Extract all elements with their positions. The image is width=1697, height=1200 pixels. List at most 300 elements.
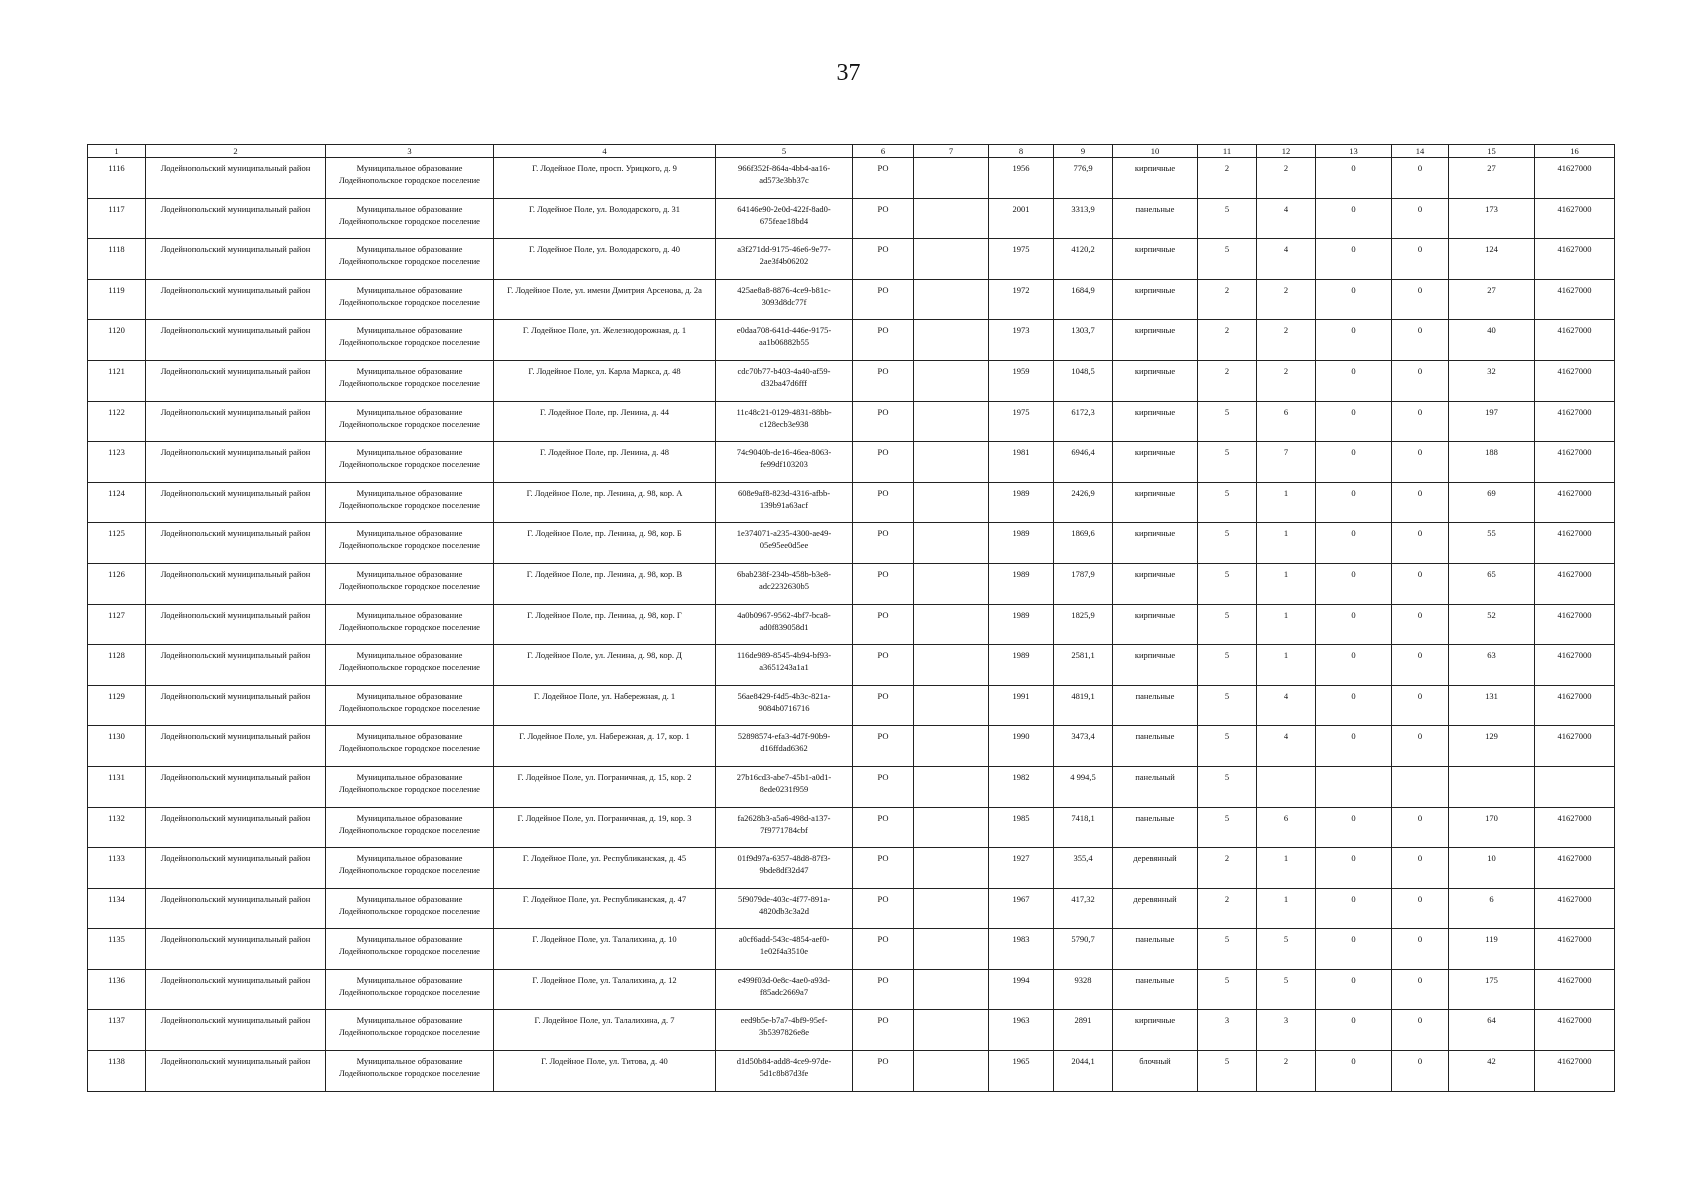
address-cell: Г. Лодейное Поле, ул. Набережная, д. 17, кор. 1 (494, 726, 716, 767)
floors-cell: 2 (1198, 888, 1257, 929)
entrances-cell: 2 (1257, 360, 1316, 401)
entrances-cell: 4 (1257, 198, 1316, 239)
total-area-cell: 2891 (1054, 1010, 1113, 1051)
total-area-cell: 9328 (1054, 969, 1113, 1010)
ro-flag-cell: РО (853, 360, 914, 401)
table-row (88, 1051, 1615, 1092)
year-built-cell: 1927 (989, 848, 1054, 889)
table-row (88, 401, 1615, 442)
row-number-cell: 1124 (88, 482, 146, 523)
row-number-cell: 1138 (88, 1051, 146, 1092)
oktmo-code-cell: 41627000 (1535, 198, 1615, 239)
floors-cell: 2 (1198, 158, 1257, 199)
floors-cell: 2 (1198, 320, 1257, 361)
municipality-cell: Муниципальное образование Лодейнопольское городское поселение (326, 360, 494, 401)
district-cell: Лодейнопольский муниципальный район (146, 1051, 326, 1092)
ro-flag-cell: РО (853, 482, 914, 523)
entrances-cell: 2 (1257, 279, 1316, 320)
wall-material-cell: панельные (1113, 929, 1198, 970)
ro-flag-cell: РО (853, 442, 914, 483)
table-row (88, 320, 1615, 361)
house-guid-cell: 425ae8a8-8876-4ce9-b81c-3093d8dc77f (716, 279, 853, 320)
column-13-cell (1316, 766, 1392, 807)
column-14-cell: 0 (1392, 523, 1449, 564)
oktmo-code-cell: 41627000 (1535, 320, 1615, 361)
column-13-cell: 0 (1316, 360, 1392, 401)
municipality-cell: Муниципальное образование Лодейнопольское городское поселение (326, 239, 494, 280)
row-number-cell: 1134 (88, 888, 146, 929)
address-cell: Г. Лодейное Поле, ул. Талалихина, д. 10 (494, 929, 716, 970)
municipality-cell: Муниципальное образование Лодейнопольское городское поселение (326, 442, 494, 483)
row-number-cell: 1137 (88, 1010, 146, 1051)
entrances-cell: 1 (1257, 848, 1316, 889)
year-built-cell: 1963 (989, 1010, 1054, 1051)
address-cell: Г. Лодейное Поле, пр. Ленина, д. 44 (494, 401, 716, 442)
apartments-cell: 65 (1449, 563, 1535, 604)
column-13-cell: 0 (1316, 401, 1392, 442)
oktmo-code-cell: 41627000 (1535, 482, 1615, 523)
table-row (88, 645, 1615, 686)
floors-cell: 5 (1198, 807, 1257, 848)
oktmo-code-cell: 41627000 (1535, 279, 1615, 320)
year-built-cell: 1989 (989, 604, 1054, 645)
entrances-cell: 5 (1257, 969, 1316, 1010)
wall-material-cell: панельные (1113, 969, 1198, 1010)
column-header-3: 3 (326, 145, 494, 158)
municipality-cell: Муниципальное образование Лодейнопольское городское поселение (326, 279, 494, 320)
apartments-cell (1449, 766, 1535, 807)
column-7-cell (914, 645, 989, 686)
apartments-cell: 52 (1449, 604, 1535, 645)
column-7-cell (914, 442, 989, 483)
municipality-cell: Муниципальное образование Лодейнопольское городское поселение (326, 1051, 494, 1092)
entrances-cell: 6 (1257, 807, 1316, 848)
column-7-cell (914, 482, 989, 523)
address-cell: Г. Лодейное Поле, ул. Володарского, д. 31 (494, 198, 716, 239)
oktmo-code-cell: 41627000 (1535, 807, 1615, 848)
column-14-cell: 0 (1392, 645, 1449, 686)
column-7-cell (914, 360, 989, 401)
floors-cell: 5 (1198, 1051, 1257, 1092)
address-cell: Г. Лодейное Поле, пр. Ленина, д. 98, кор. Б (494, 523, 716, 564)
column-7-cell (914, 1051, 989, 1092)
row-number-cell: 1132 (88, 807, 146, 848)
entrances-cell: 2 (1257, 158, 1316, 199)
house-guid-cell: fa2628b3-a5a6-498d-a137-7f9771784cbf (716, 807, 853, 848)
district-cell: Лодейнопольский муниципальный район (146, 158, 326, 199)
column-13-cell: 0 (1316, 685, 1392, 726)
row-number-cell: 1135 (88, 929, 146, 970)
oktmo-code-cell: 41627000 (1535, 1051, 1615, 1092)
column-header-9: 9 (1054, 145, 1113, 158)
entrances-cell: 1 (1257, 888, 1316, 929)
total-area-cell: 1825,9 (1054, 604, 1113, 645)
column-14-cell: 0 (1392, 442, 1449, 483)
table-row (88, 726, 1615, 767)
municipality-cell: Муниципальное образование Лодейнопольское городское поселение (326, 198, 494, 239)
year-built-cell: 2001 (989, 198, 1054, 239)
address-cell: Г. Лодейное Поле, ул. Железнодорожная, д. 1 (494, 320, 716, 361)
column-13-cell: 0 (1316, 482, 1392, 523)
column-7-cell (914, 888, 989, 929)
column-7-cell (914, 685, 989, 726)
district-cell: Лодейнопольский муниципальный район (146, 523, 326, 564)
table-row (88, 198, 1615, 239)
oktmo-code-cell: 41627000 (1535, 360, 1615, 401)
column-14-cell: 0 (1392, 726, 1449, 767)
address-cell: Г. Лодейное Поле, ул. Володарского, д. 40 (494, 239, 716, 280)
total-area-cell: 355,4 (1054, 848, 1113, 889)
total-area-cell: 1303,7 (1054, 320, 1113, 361)
municipality-cell: Муниципальное образование Лодейнопольское городское поселение (326, 523, 494, 564)
wall-material-cell: панельные (1113, 807, 1198, 848)
floors-cell: 5 (1198, 766, 1257, 807)
column-header-13: 13 (1316, 145, 1392, 158)
floors-cell: 5 (1198, 563, 1257, 604)
wall-material-cell: панельный (1113, 766, 1198, 807)
district-cell: Лодейнопольский муниципальный район (146, 685, 326, 726)
year-built-cell: 1985 (989, 807, 1054, 848)
oktmo-code-cell (1535, 766, 1615, 807)
municipality-cell: Муниципальное образование Лодейнопольское городское поселение (326, 929, 494, 970)
year-built-cell: 1967 (989, 888, 1054, 929)
floors-cell: 5 (1198, 401, 1257, 442)
entrances-cell: 2 (1257, 1051, 1316, 1092)
ro-flag-cell: РО (853, 1051, 914, 1092)
house-guid-cell: 01f9d97a-6357-48d8-87f3-9bde8df32d47 (716, 848, 853, 889)
total-area-cell: 1684,9 (1054, 279, 1113, 320)
total-area-cell: 3473,4 (1054, 726, 1113, 767)
column-7-cell (914, 807, 989, 848)
table-row (88, 360, 1615, 401)
year-built-cell: 1959 (989, 360, 1054, 401)
column-14-cell: 0 (1392, 563, 1449, 604)
total-area-cell: 2044,1 (1054, 1051, 1113, 1092)
oktmo-code-cell: 41627000 (1535, 442, 1615, 483)
oktmo-code-cell: 41627000 (1535, 888, 1615, 929)
column-14-cell: 0 (1392, 807, 1449, 848)
total-area-cell: 1048,5 (1054, 360, 1113, 401)
table-row (88, 604, 1615, 645)
municipality-cell: Муниципальное образование Лодейнопольское городское поселение (326, 685, 494, 726)
header-row (88, 145, 1615, 158)
entrances-cell: 2 (1257, 320, 1316, 361)
year-built-cell: 1973 (989, 320, 1054, 361)
municipality-cell: Муниципальное образование Лодейнопольское городское поселение (326, 848, 494, 889)
district-cell: Лодейнопольский муниципальный район (146, 239, 326, 280)
district-cell: Лодейнопольский муниципальный район (146, 563, 326, 604)
entrances-cell: 4 (1257, 685, 1316, 726)
ro-flag-cell: РО (853, 401, 914, 442)
column-header-2: 2 (146, 145, 326, 158)
column-13-cell: 0 (1316, 279, 1392, 320)
column-13-cell: 0 (1316, 969, 1392, 1010)
house-guid-cell: 966f352f-864a-4bb4-aa16-ad573e3bb37c (716, 158, 853, 199)
municipality-cell: Муниципальное образование Лодейнопольское городское поселение (326, 888, 494, 929)
apartments-cell: 131 (1449, 685, 1535, 726)
district-cell: Лодейнопольский муниципальный район (146, 645, 326, 686)
year-built-cell: 1972 (989, 279, 1054, 320)
oktmo-code-cell: 41627000 (1535, 848, 1615, 889)
wall-material-cell: кирпичные (1113, 645, 1198, 686)
apartments-cell: 42 (1449, 1051, 1535, 1092)
district-cell: Лодейнопольский муниципальный район (146, 766, 326, 807)
floors-cell: 5 (1198, 604, 1257, 645)
municipality-cell: Муниципальное образование Лодейнопольское городское поселение (326, 158, 494, 199)
house-guid-cell: 6bab238f-234b-458b-b3e8-adc2232630b5 (716, 563, 853, 604)
column-14-cell: 0 (1392, 1051, 1449, 1092)
apartments-cell: 197 (1449, 401, 1535, 442)
year-built-cell: 1989 (989, 563, 1054, 604)
column-header-8: 8 (989, 145, 1054, 158)
row-number-cell: 1117 (88, 198, 146, 239)
oktmo-code-cell: 41627000 (1535, 401, 1615, 442)
column-14-cell: 0 (1392, 929, 1449, 970)
column-header-14: 14 (1392, 145, 1449, 158)
column-13-cell: 0 (1316, 604, 1392, 645)
floors-cell: 2 (1198, 360, 1257, 401)
row-number-cell: 1128 (88, 645, 146, 686)
column-7-cell (914, 158, 989, 199)
district-cell: Лодейнопольский муниципальный район (146, 442, 326, 483)
year-built-cell: 1956 (989, 158, 1054, 199)
row-number-cell: 1130 (88, 726, 146, 767)
address-cell: Г. Лодейное Поле, ул. Карла Маркса, д. 48 (494, 360, 716, 401)
column-7-cell (914, 239, 989, 280)
wall-material-cell: кирпичные (1113, 360, 1198, 401)
municipality-cell: Муниципальное образование Лодейнопольское городское поселение (326, 604, 494, 645)
district-cell: Лодейнопольский муниципальный район (146, 848, 326, 889)
row-number-cell: 1133 (88, 848, 146, 889)
column-13-cell: 0 (1316, 807, 1392, 848)
ro-flag-cell: РО (853, 969, 914, 1010)
address-cell: Г. Лодейное Поле, ул. Талалихина, д. 7 (494, 1010, 716, 1051)
column-13-cell: 0 (1316, 442, 1392, 483)
apartments-cell: 27 (1449, 279, 1535, 320)
year-built-cell: 1989 (989, 523, 1054, 564)
column-14-cell: 0 (1392, 401, 1449, 442)
address-cell: Г. Лодейное Поле, ул. Титова, д. 40 (494, 1051, 716, 1092)
floors-cell: 3 (1198, 1010, 1257, 1051)
floors-cell: 2 (1198, 279, 1257, 320)
apartments-cell: 129 (1449, 726, 1535, 767)
house-guid-cell: 64146e90-2e0d-422f-8ad0-675feae18bd4 (716, 198, 853, 239)
municipality-cell: Муниципальное образование Лодейнопольское городское поселение (326, 807, 494, 848)
column-7-cell (914, 848, 989, 889)
address-cell: Г. Лодейное Поле, пр. Ленина, д. 48 (494, 442, 716, 483)
address-cell: Г. Лодейное Поле, ул. Пограничная, д. 15, кор. 2 (494, 766, 716, 807)
column-13-cell: 0 (1316, 320, 1392, 361)
address-cell: Г. Лодейное Поле, ул. Ленина, д. 98, кор. Д (494, 645, 716, 686)
row-number-cell: 1116 (88, 158, 146, 199)
column-13-cell: 0 (1316, 158, 1392, 199)
apartments-cell: 55 (1449, 523, 1535, 564)
table-row (88, 888, 1615, 929)
oktmo-code-cell: 41627000 (1535, 929, 1615, 970)
column-13-cell: 0 (1316, 888, 1392, 929)
table-row (88, 482, 1615, 523)
floors-cell: 5 (1198, 482, 1257, 523)
column-7-cell (914, 401, 989, 442)
column-14-cell: 0 (1392, 198, 1449, 239)
column-13-cell: 0 (1316, 726, 1392, 767)
column-header-12: 12 (1257, 145, 1316, 158)
entrances-cell: 4 (1257, 239, 1316, 280)
apartments-cell: 119 (1449, 929, 1535, 970)
address-cell: Г. Лодейное Поле, ул. Талалихина, д. 12 (494, 969, 716, 1010)
year-built-cell: 1965 (989, 1051, 1054, 1092)
column-7-cell (914, 279, 989, 320)
year-built-cell: 1990 (989, 726, 1054, 767)
house-guid-cell: 52898574-efa3-4d7f-90b9-d16ffdad6362 (716, 726, 853, 767)
address-cell: Г. Лодейное Поле, ул. Набережная, д. 1 (494, 685, 716, 726)
row-number-cell: 1121 (88, 360, 146, 401)
address-cell: Г. Лодейное Поле, ул. Республиканская, д. 45 (494, 848, 716, 889)
entrances-cell: 5 (1257, 929, 1316, 970)
wall-material-cell: панельные (1113, 198, 1198, 239)
total-area-cell: 4 994,5 (1054, 766, 1113, 807)
column-7-cell (914, 563, 989, 604)
oktmo-code-cell: 41627000 (1535, 969, 1615, 1010)
column-13-cell: 0 (1316, 848, 1392, 889)
wall-material-cell: кирпичные (1113, 523, 1198, 564)
house-guid-cell: 56ae8429-f4d5-4b3c-821a-9084b0716716 (716, 685, 853, 726)
wall-material-cell: кирпичные (1113, 482, 1198, 523)
column-7-cell (914, 198, 989, 239)
ro-flag-cell: РО (853, 198, 914, 239)
municipality-cell: Муниципальное образование Лодейнопольское городское поселение (326, 766, 494, 807)
total-area-cell: 2581,1 (1054, 645, 1113, 686)
total-area-cell: 6946,4 (1054, 442, 1113, 483)
municipality-cell: Муниципальное образование Лодейнопольское городское поселение (326, 726, 494, 767)
floors-cell: 2 (1198, 848, 1257, 889)
oktmo-code-cell: 41627000 (1535, 604, 1615, 645)
column-header-4: 4 (494, 145, 716, 158)
house-guid-cell: 1e374071-a235-4300-ae49-05e95ee0d5ee (716, 523, 853, 564)
table-row (88, 685, 1615, 726)
district-cell: Лодейнопольский муниципальный район (146, 929, 326, 970)
entrances-cell: 1 (1257, 563, 1316, 604)
ro-flag-cell: РО (853, 726, 914, 767)
municipality-cell: Муниципальное образование Лодейнопольское городское поселение (326, 969, 494, 1010)
ro-flag-cell: РО (853, 685, 914, 726)
floors-cell: 5 (1198, 239, 1257, 280)
column-14-cell: 0 (1392, 888, 1449, 929)
column-7-cell (914, 726, 989, 767)
municipality-cell: Муниципальное образование Лодейнопольское городское поселение (326, 563, 494, 604)
ro-flag-cell: РО (853, 929, 914, 970)
apartments-cell: 63 (1449, 645, 1535, 686)
row-number-cell: 1127 (88, 604, 146, 645)
floors-cell: 5 (1198, 969, 1257, 1010)
total-area-cell: 1787,9 (1054, 563, 1113, 604)
column-14-cell: 0 (1392, 969, 1449, 1010)
ro-flag-cell: РО (853, 848, 914, 889)
wall-material-cell: кирпичные (1113, 563, 1198, 604)
ro-flag-cell: РО (853, 563, 914, 604)
table-row (88, 239, 1615, 280)
year-built-cell: 1989 (989, 645, 1054, 686)
house-guid-cell: e499f03d-0e8c-4ae0-a93d-f85adc2669a7 (716, 969, 853, 1010)
row-number-cell: 1120 (88, 320, 146, 361)
house-guid-cell: d1d50b84-add8-4ce9-97de-5d1c8b87d3fe (716, 1051, 853, 1092)
oktmo-code-cell: 41627000 (1535, 523, 1615, 564)
column-header-6: 6 (853, 145, 914, 158)
column-7-cell (914, 320, 989, 361)
table-row (88, 929, 1615, 970)
column-13-cell: 0 (1316, 929, 1392, 970)
table-row (88, 1010, 1615, 1051)
apartments-cell: 40 (1449, 320, 1535, 361)
house-guid-cell: 5f9079de-403c-4f77-891a-4820db3c3a2d (716, 888, 853, 929)
district-cell: Лодейнопольский муниципальный район (146, 726, 326, 767)
column-header-7: 7 (914, 145, 989, 158)
oktmo-code-cell: 41627000 (1535, 563, 1615, 604)
entrances-cell: 6 (1257, 401, 1316, 442)
house-guid-cell: a3f271dd-9175-46e6-9e77-2ae3f4b06202 (716, 239, 853, 280)
entrances-cell: 1 (1257, 523, 1316, 564)
ro-flag-cell: РО (853, 1010, 914, 1051)
page-number: 37 (836, 60, 861, 86)
house-guid-cell: 116de989-8545-4b94-bf93-a3651243a1a1 (716, 645, 853, 686)
total-area-cell: 7418,1 (1054, 807, 1113, 848)
year-built-cell: 1975 (989, 239, 1054, 280)
column-7-cell (914, 1010, 989, 1051)
address-cell: Г. Лодейное Поле, пр. Ленина, д. 98, кор. Г (494, 604, 716, 645)
column-header-10: 10 (1113, 145, 1198, 158)
column-13-cell: 0 (1316, 1051, 1392, 1092)
house-guid-cell: a0cf6add-543c-4854-aef0-1e02f4a3510e (716, 929, 853, 970)
table-row (88, 807, 1615, 848)
oktmo-code-cell: 41627000 (1535, 685, 1615, 726)
wall-material-cell: кирпичные (1113, 604, 1198, 645)
municipality-cell: Муниципальное образование Лодейнопольское городское поселение (326, 1010, 494, 1051)
municipality-cell: Муниципальное образование Лодейнопольское городское поселение (326, 320, 494, 361)
district-cell: Лодейнопольский муниципальный район (146, 807, 326, 848)
column-13-cell: 0 (1316, 1010, 1392, 1051)
municipality-cell: Муниципальное образование Лодейнопольское городское поселение (326, 645, 494, 686)
apartments-cell: 6 (1449, 888, 1535, 929)
municipality-cell: Муниципальное образование Лодейнопольское городское поселение (326, 482, 494, 523)
wall-material-cell: панельные (1113, 685, 1198, 726)
year-built-cell: 1983 (989, 929, 1054, 970)
column-14-cell: 0 (1392, 482, 1449, 523)
house-guid-cell: 74c9040b-de16-46ea-8063-fe99df103203 (716, 442, 853, 483)
total-area-cell: 1869,6 (1054, 523, 1113, 564)
apartments-cell: 188 (1449, 442, 1535, 483)
column-7-cell (914, 523, 989, 564)
row-number-cell: 1131 (88, 766, 146, 807)
apartments-cell: 10 (1449, 848, 1535, 889)
table-row (88, 563, 1615, 604)
ro-flag-cell: РО (853, 279, 914, 320)
wall-material-cell: кирпичные (1113, 279, 1198, 320)
year-built-cell: 1982 (989, 766, 1054, 807)
apartments-cell: 64 (1449, 1010, 1535, 1051)
total-area-cell: 4819,1 (1054, 685, 1113, 726)
column-14-cell: 0 (1392, 848, 1449, 889)
district-cell: Лодейнопольский муниципальный район (146, 320, 326, 361)
year-built-cell: 1975 (989, 401, 1054, 442)
table-row (88, 158, 1615, 199)
table-row (88, 442, 1615, 483)
row-number-cell: 1122 (88, 401, 146, 442)
column-7-cell (914, 604, 989, 645)
house-guid-cell: 4a0b0967-9562-4bf7-bca8-ad0f839058d1 (716, 604, 853, 645)
column-13-cell: 0 (1316, 523, 1392, 564)
floors-cell: 5 (1198, 442, 1257, 483)
house-guid-cell: e0daa708-641d-446e-9175-aa1b06882b55 (716, 320, 853, 361)
